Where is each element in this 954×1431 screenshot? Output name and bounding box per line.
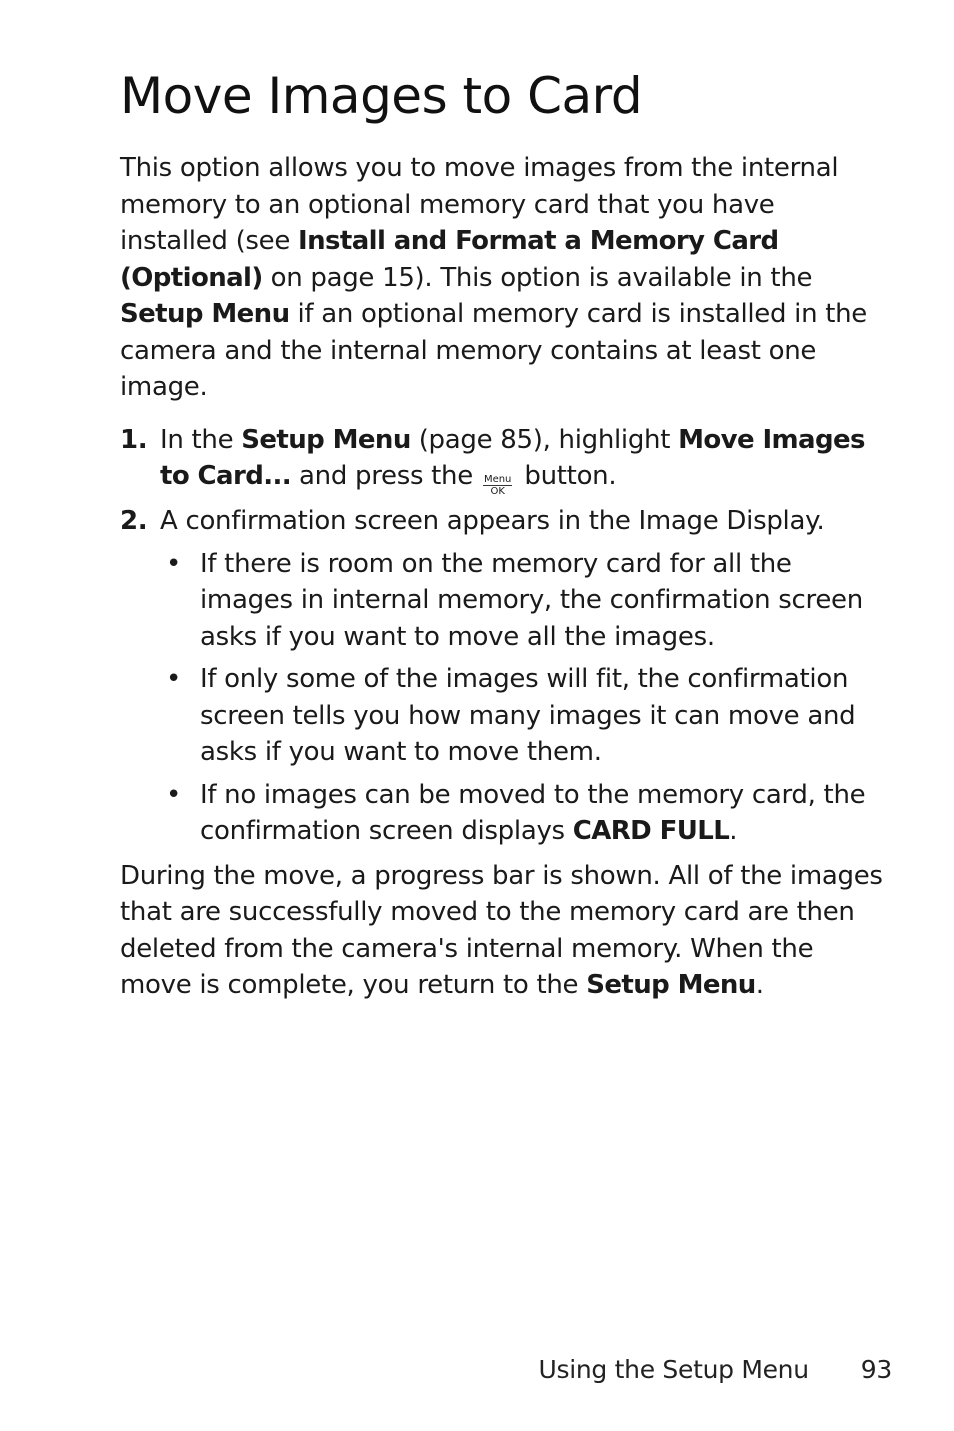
- step-1-move-images: Move Images to Card...: [160, 424, 865, 491]
- intro-text-1: This option allows you to move images from the internal memory to an optional memory card that you have installed (see: [120, 153, 839, 256]
- outro-paragraph: [120, 858, 890, 1004]
- step-1-text-3: and press the: [291, 461, 473, 491]
- bullet-item: [160, 777, 890, 850]
- bullet-item: [160, 661, 890, 771]
- menu-ok-bottom: OK: [490, 486, 505, 497]
- step-2: [120, 503, 890, 850]
- card-full-label: CARD FULL: [572, 816, 730, 846]
- bullet-item: [160, 546, 890, 656]
- bullet-icon: •: [166, 664, 182, 694]
- footer-section-title: Using the Setup Menu: [538, 1355, 809, 1384]
- bullet-icon: •: [166, 548, 182, 579]
- step-1-text-1: In the: [160, 424, 242, 455]
- bullet-list: [160, 546, 890, 850]
- intro-text-2: on page 15). This option is available in the: [262, 262, 813, 293]
- outro-text-1: During the move, a progress bar is shown. All of the images that are successfully moved to the memory card are then deleted from the camera's internal memory. When the move is complete, you return to the: [120, 860, 883, 1000]
- step-number: 1.: [120, 424, 148, 455]
- menu-ok-button-icon: [483, 474, 512, 497]
- bullet-text-2: .: [729, 816, 738, 846]
- bullet-text: If there is room on the memory card for all the images in internal memory, the confirmation screen asks if you want to move all the images.: [200, 548, 863, 652]
- setup-menu-ref: Setup Menu: [120, 299, 290, 329]
- intro-text-3: if an optional memory card is installed in the camera and the internal memory contains at least one image.: [120, 299, 868, 402]
- bullet-text-1: If no images can be moved to the memory card, the confirmation screen displays: [200, 779, 866, 846]
- bullet-text: If only some of the images will fit, the confirmation screen tells you how many images it can move and asks if you want to move them.: [200, 664, 856, 767]
- page-footer: [539, 1355, 892, 1384]
- page-content: [120, 60, 890, 1004]
- install-format-link: Install and Format a Memory Card (Optional): [120, 226, 779, 293]
- page-number: 93: [860, 1355, 892, 1384]
- step-1-text-4: button.: [524, 461, 617, 491]
- step-1-text-2: (page 85), highlight: [410, 424, 679, 455]
- step-number: 2.: [120, 506, 148, 536]
- outro-setup-menu: Setup Menu: [586, 970, 756, 1000]
- step-1-setup-menu: Setup Menu: [241, 424, 411, 455]
- page-title: Move Images to Card: [120, 67, 643, 125]
- step-1: [120, 422, 890, 498]
- steps-list: [120, 422, 890, 850]
- menu-ok-top: Menu: [483, 474, 512, 485]
- intro-paragraph: [120, 150, 890, 406]
- step-2-text: A confirmation screen appears in the Image Display.: [160, 506, 825, 536]
- bullet-icon: •: [166, 779, 182, 810]
- outro-text-2: .: [755, 970, 764, 1000]
